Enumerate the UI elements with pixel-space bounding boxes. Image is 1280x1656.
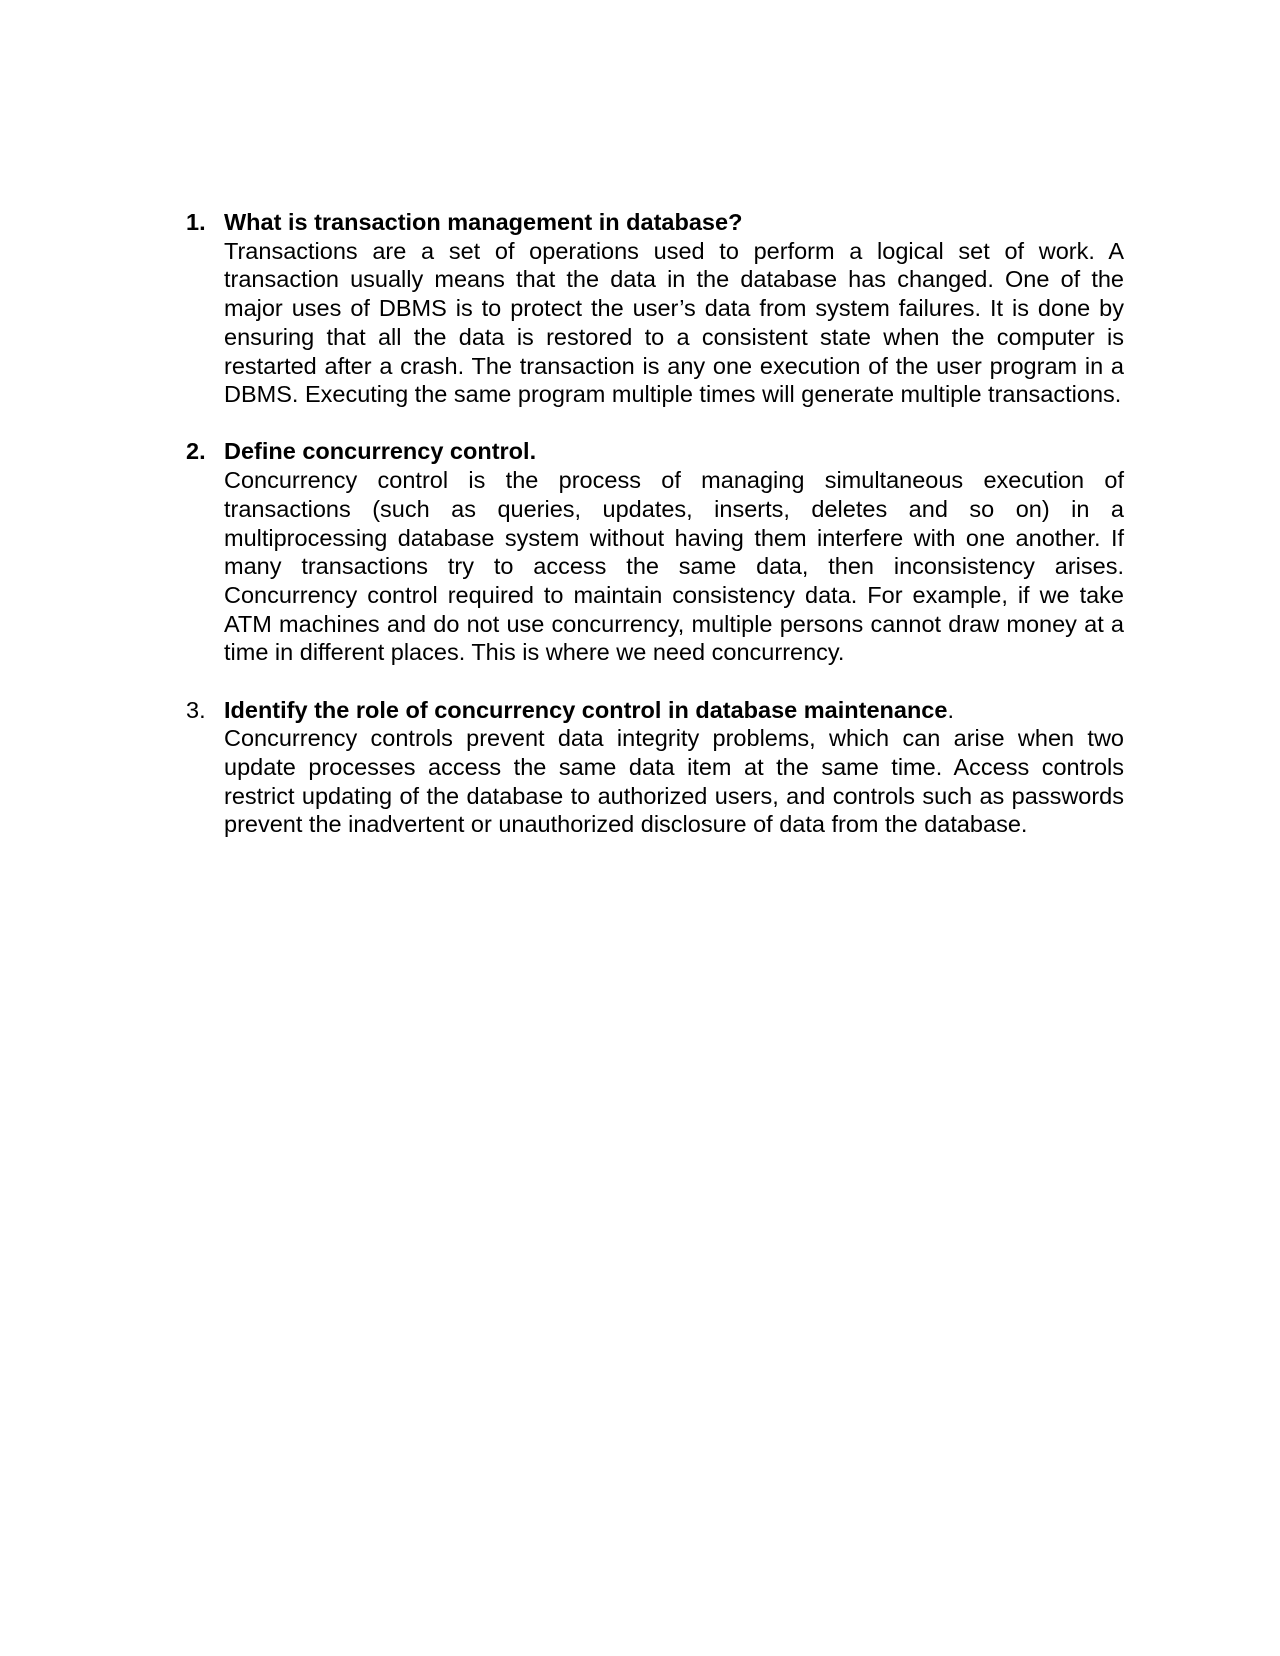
question-list [186,208,1124,868]
question-item-1 [186,208,1124,409]
answer-paragraph: Concurrency control is the process of managing simultaneous execution of transactions (such as queries, updates, inserts, deletes and so on) in a multiprocessing database system without having them interfere with one another. If many transactions try to access the same data, then inconsistency arises. Concurrency control required to maintain consistency data. For example, if we take ATM machines and do not use concurrency, multiple persons cannot draw money at a time in different places. This is where we need concurrency. [224,467,1124,666]
question-number: 3. [186,696,206,723]
question-item-3 [186,696,1124,840]
question-item-2 [186,437,1124,667]
question-heading [224,696,1124,725]
question-number: 1. [186,209,206,235]
answer-paragraph: Transactions are a set of operations used to perform a logical set of work. A transaction usually means that the data in the database has changed. One of the major uses of DBMS is to protect the user’s data from system failures. It is done by ensuring that all the data is restored to a consistent state when the computer is restarted after a crash. The transaction is any one execution of the user program in a DBMS. Executing the same program multiple times will generate multiple transactions. [224,237,1124,408]
question-text: What is transaction management in database? [224,209,743,235]
question-text: Identify the role of concurrency control in database maintenance [224,696,948,723]
question-number: 2. [186,438,206,465]
question-heading [224,437,1124,466]
question-text: Define concurrency control. [224,438,537,465]
answer-paragraph: Concurrency controls prevent data integrity problems, which can arise when two update processes access the same data item at the same time. Access controls restrict updating of the database to authorized users, and controls such as passwords prevent the inadvertent or unauthorized disclosure of data from the database. [224,725,1124,838]
question-suffix: . [947,696,954,723]
question-heading [224,208,1124,237]
